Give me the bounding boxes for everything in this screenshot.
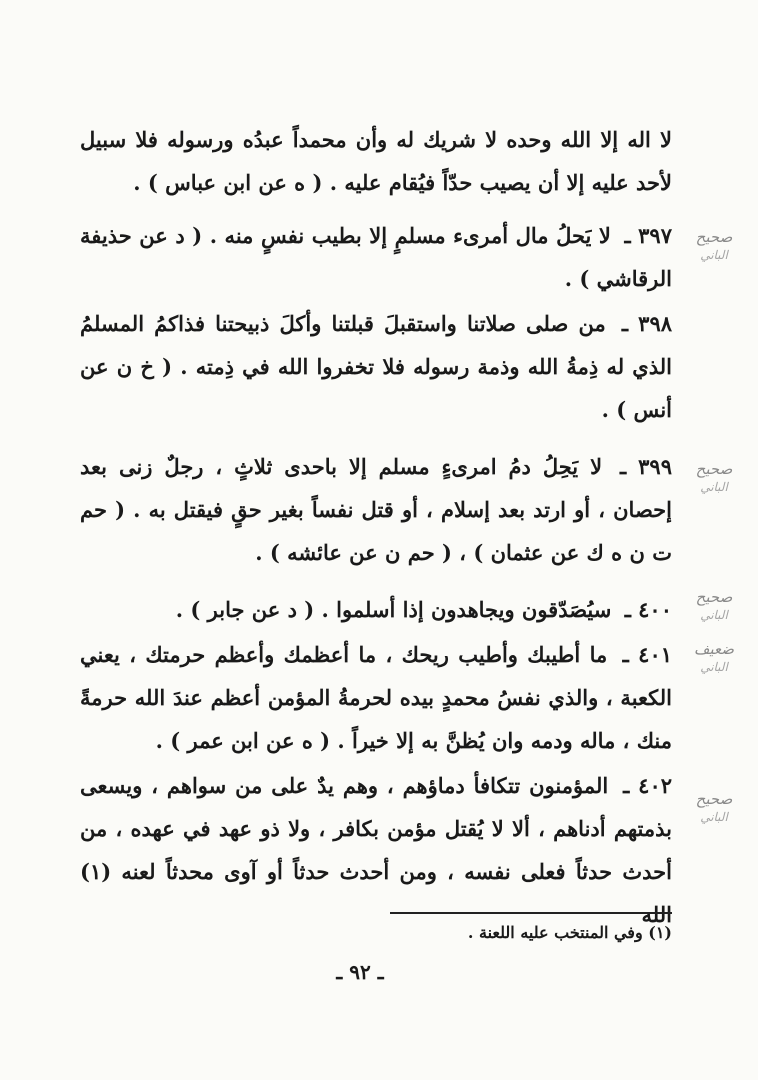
footnote-divider [390,912,672,914]
hadith-paragraph [80,302,672,431]
hadith-number: ٤٠٢ ـ [623,773,673,798]
hadith-text: لا يَحلُ مال أمرىء مسلمٍ إلا بطيب نفسٍ منه . ( د عن حذيفة الرقاشي ) . [80,223,672,291]
hadith-paragraph [80,118,672,204]
hadith-text: المؤمنون تتكافأ دماؤهم ، وهم يدٌ على من سواهم ، ويسعى بذمتهم أدناهم ، ألا لا يُقتل مؤمن بكافر ، ولا ذو عهد في عهده ، من أحدث حدثاً فعلى نفسه ، ومن أحدث حدثاً أو آوى محدثاً لعنه (١) الله [80,773,672,927]
hadith-text: لا يَحِلُ دمُ امرىءٍ مسلم إلا باحدى ثلاثٍ ، رجلٌ زنى بعد إحصان ، أو ارتد بعد إسلام ، أو قتل نفساً بغير حقٍ فيقتل به . ( حم ت ن ه ك عن عثمان ) ، ( حم ن عن عائشه ) . [80,454,672,565]
hadith-paragraph [80,764,672,936]
hadith-number: ٤٠٠ ـ [624,597,672,622]
hadith-paragraph [80,588,672,631]
margin-note: صحيح الباني [695,228,733,262]
margin-note: ضعيف الباني [693,640,735,674]
hadith-text: سيُصَدّقون ويجاهدون إذا أسلموا . ( د عن جابر ) . [175,597,612,622]
hadith-paragraph [80,445,672,574]
hadith-text: ما أطيبك وأطيب ريحك ، ما أعظمك وأعظم حرمتك ، يعني الكعبة ، والذي نفسُ محمدٍ بيده لحرمةُ المؤمن أعظم عندَ الله حرمةً منك ، ماله ودمه وان يُظنَّ به إلا خيراً . ( ه عن ابن عمر ) . [80,642,672,753]
margin-note: صحيح الباني [695,588,733,622]
margin-note: صحيح الباني [695,460,733,494]
margin-note: صحيح الباني [695,790,733,824]
hadith-text-block [80,118,672,950]
footnote: (١) وفي المنتخب عليه اللعنة . [467,923,672,942]
hadith-number: ٤٠١ ـ [622,642,673,667]
hadith-text: لا اله إلا الله وحده لا شريك له وأن محمداً عبدُه ورسوله فلا سبيل لأحد عليه إلا أن يصيب حدّاً فيُقام عليه . ( ه عن ابن عباس ) . [80,127,672,195]
hadith-number: ٣٩٧ ـ [624,223,672,248]
hadith-paragraph [80,633,672,762]
hadith-text: من صلى صلاتنا واستقبلَ قبلتنا وأكلَ ذبيحتنا فذاكمُ المسلمُ الذي له ذِمةُ الله وذمة رسوله فلا تخفروا الله في ذِمته . ( خ ن عن أنس ) . [80,311,672,422]
hadith-number: ٣٩٨ ـ [621,311,673,336]
page-number: ـ ٩٢ ـ [336,960,384,984]
hadith-number: ٣٩٩ ـ [620,454,672,479]
hadith-paragraph [80,214,672,300]
